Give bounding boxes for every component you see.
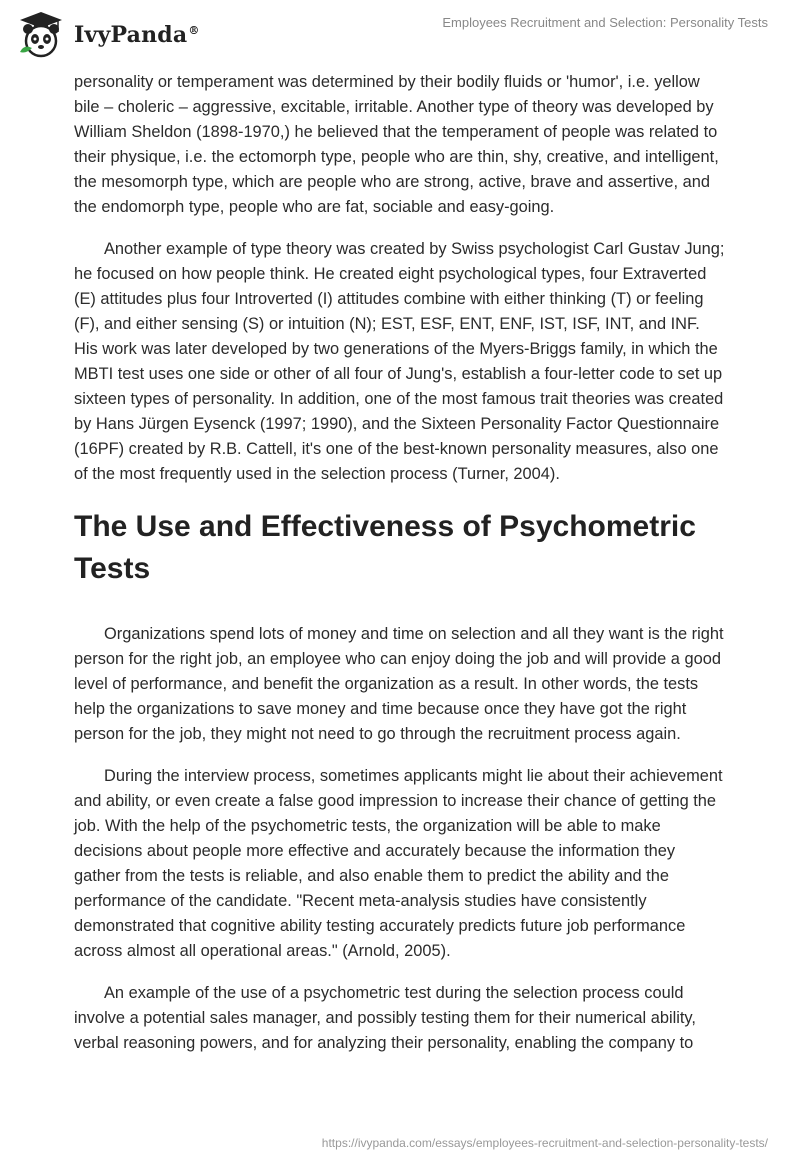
paragraph-temperament: personality or temperament was determined by their bodily fluids or 'humor', i.e. yellow bile – choleric – aggressive, excitable, irritable. Another type of theory was developed by William Sheldon (1898-1970,) he believed that the temperament of people was related to their physique, i.e. the ectomorph type, people who are thin, shy, creative, and intelligent, the mesomorph type, which are people who are strong, active, brave and assertive, and the endomorph type, people who are fat, sociable and easy-going.	[74, 73, 719, 216]
article-body	[74, 70, 726, 1073]
source-url[interactable]: https://ivypanda.com/essays/employees-recruitment-and-selection-personality-tests/	[321, 1136, 768, 1150]
document-title: Employees Recruitment and Selection: Personality Tests	[442, 15, 768, 30]
ivypanda-logo[interactable]	[14, 8, 200, 62]
panda-graduate-icon	[14, 8, 68, 62]
section-heading: The Use and Effectiveness of Psychometric Tests	[74, 510, 696, 585]
page-header	[0, 0, 800, 70]
paragraph-interview: During the interview process, sometimes applicants might lie about their achievement and ability, or even create a false good impression to increase their chance of getting the job. With the help of the psychometric tests, the organization will be able to make decisions about people more effective and accurately because the information they gather from the tests is reliable, and also enable them to predict the ability and the performance of the candidate. "Recent meta-analysis studies have consistently demonstrated that cognitive ability testing accurately predicts future job performance across almost all operational areas." (Arnold, 2005).	[74, 767, 723, 960]
paragraph-organizations: Organizations spend lots of money and time on selection and all they want is the right person for the right job, an employee who can enjoy doing the job and will provide a good level of performance, and benefit the organization as a result. In other words, the tests help the organizations to save money and time because once they have got the right person for the job, they might not need to go through the recruitment process again.	[74, 625, 724, 743]
brand-name: IvyPanda®	[74, 22, 200, 48]
paragraph-jung: Another example of type theory was created by Swiss psychologist Carl Gustav Jung; he focused on how people think. He created eight psychological types, four Extraverted (E) attitudes plus four Introverted (I) attitudes combine with either thinking (T) or feeling (F), and either sensing (S) or intuition (N); EST, ESF, ENT, ENF, IST, ISF, INT, and INF. His work was later developed by two generations of the Myers-Briggs family, in which the MBTI test uses one side or other of all four of Jung's, establish a four-letter code to set up sixteen types of personality. In addition, one of the most famous trait theories was created by Hans Jürgen Eysenck (1997; 1990), and the Sixteen Personality Factor Questionnaire (16PF) created by R.B. Cattell, it's one of the best-known personality measures, also one of the most frequently used in the selection process (Turner, 2004).	[74, 240, 725, 483]
paragraph-example: An example of the use of a psychometric test during the selection process could involve a potential sales manager, and possibly testing them for their numerical ability, verbal reasoning powers, and for analyzing their personality, enabling the company to	[74, 984, 696, 1052]
